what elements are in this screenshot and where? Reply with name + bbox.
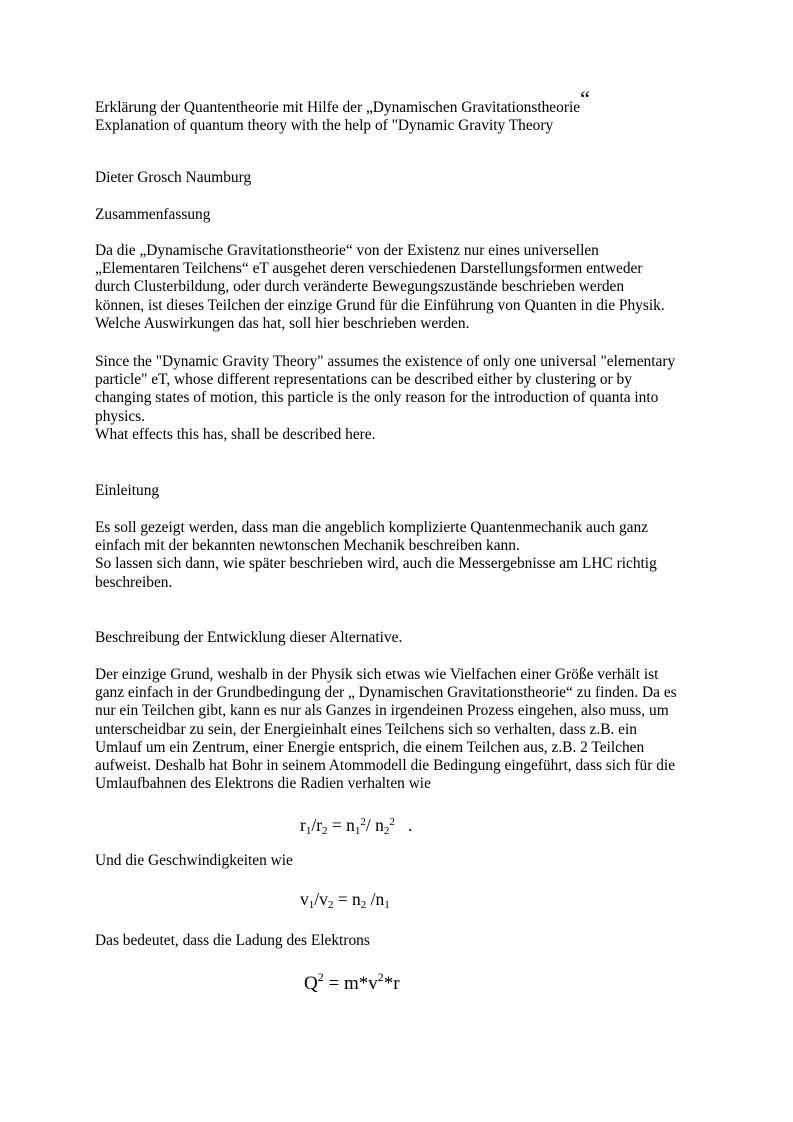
- summary-english-paragraph: [95, 353, 675, 444]
- text-line: Welche Auswirkungen das hat, soll hier beschrieben werden.: [95, 314, 470, 332]
- summary-german-paragraph: [95, 242, 665, 333]
- closing-quote: “: [580, 86, 590, 111]
- text-line: aufweist. Deshalb hat Bohr in seinem Atommodell die Bedingung eingeführt, dass sich für die: [95, 757, 676, 775]
- text-line: changing states of motion, this particle is the only reason for the introduction of quanta into: [95, 389, 659, 407]
- intro-heading: Einleitung: [95, 482, 160, 499]
- text-line: Der einzige Grund, weshalb in der Physik sich etwas wie Vielfachen einer Größe verhält ist: [95, 666, 659, 683]
- title-block: [95, 86, 590, 135]
- equation-radius-ratio: $r_1/r_2 = n_1^2/$ $n_2^2$ .: [300, 815, 413, 837]
- text-line: So lassen sich dann, wie später beschrieben wird, auch die Messergebnisse am LHC richtig: [95, 555, 657, 573]
- title-german: Erklärung der Quantentheorie mit Hilfe der „Dynamischen Gravitationstheorie“: [95, 86, 590, 116]
- velocity-text: Und die Geschwindigkeiten wie: [95, 852, 293, 869]
- charge-text: Das bedeutet, dass die Ladung des Elektrons: [95, 932, 370, 949]
- body-paragraph: [95, 666, 677, 793]
- text-line: What effects this has, shall be described here.: [95, 425, 376, 443]
- author: Dieter Grosch Naumburg: [95, 169, 252, 186]
- text-line: Umlauf um ein Zentrum, einer Energie entsprich, die einem Teilchen aus, z.B. 2 Teilchen: [95, 738, 645, 756]
- text-line: beschreiben.: [95, 573, 173, 591]
- text-line: können, ist dieses Teilchen der einzige Grund für die Einführung von Quanten in die Physik.: [95, 296, 665, 314]
- text-line: particle" eT, whose different representations can be described either by clustering or by: [95, 371, 632, 389]
- description-heading: Beschreibung der Entwicklung dieser Alternative.: [95, 629, 403, 646]
- text-line: einfach mit der bekannten newtonschen Mechanik beschreiben kann.: [95, 537, 520, 555]
- summary-heading: Zusammenfassung: [95, 206, 211, 223]
- text-line: „Elementaren Teilchens“ eT ausgehet deren verschiedenen Darstellungsformen entweder: [95, 260, 643, 278]
- title-english: Explanation of quantum theory with the help of "Dynamic Gravity Theory: [95, 117, 554, 135]
- text-line: Da die „Dynamische Gravitationstheorie“ von der Existenz nur eines universellen: [95, 242, 599, 259]
- equation-velocity-ratio: $v_1/v_2 = n_2$ $/n_1$: [300, 889, 390, 911]
- intro-paragraph: [95, 519, 657, 592]
- text-line: unterscheidbar zu sein, der Energieinhalt eines Teilchens sich so verhalten, dass z.B. ein: [95, 720, 637, 738]
- text-line: durch Clusterbildung, oder durch veränderte Bewegungszustände beschrieben werden: [95, 278, 625, 296]
- text-line: ganz einfach in der Grundbedingung der „ Dynamischen Gravitationstheorie“ zu finden. Da es: [95, 684, 677, 702]
- text-line: Umlaufbahnen des Elektrons die Radien verhalten wie: [95, 775, 431, 793]
- text-line: Es soll gezeigt werden, dass man die angeblich komplizierte Quantenmechanik auch ganz: [95, 519, 649, 536]
- text-line: Since the "Dynamic Gravity Theory" assumes the existence of only one universal "elementary: [95, 353, 676, 370]
- text-line: physics.: [95, 407, 146, 425]
- equation-electron-charge: $Q^2 = m*v^2*r$: [304, 970, 400, 994]
- text-line: nur ein Teilchen gibt, kann es nur als Ganzes in irgendeinen Prozess eingehen, also muss, um: [95, 702, 669, 720]
